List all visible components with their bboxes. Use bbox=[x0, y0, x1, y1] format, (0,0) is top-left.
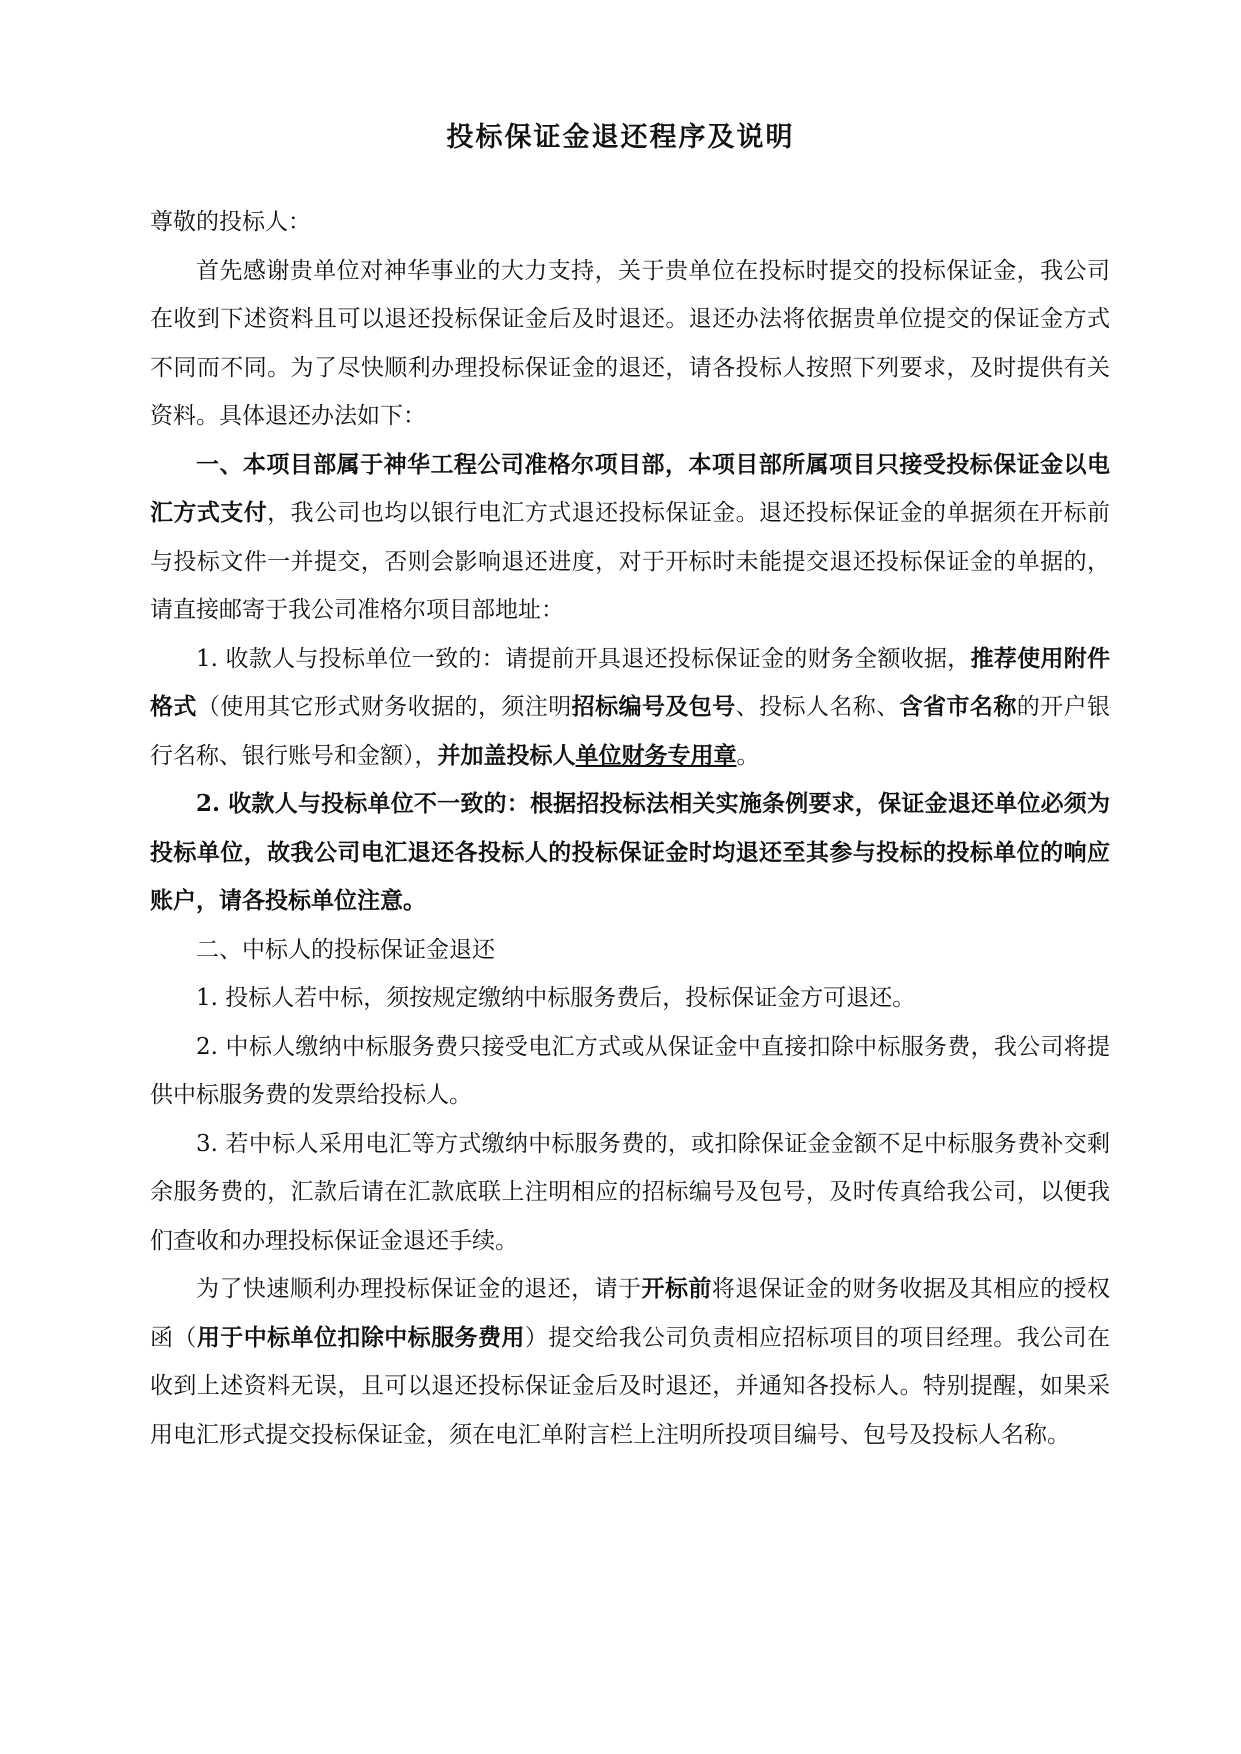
item-1-bold-1: 推荐使用附件格式 bbox=[150, 644, 1110, 720]
item-2-paragraph: 2. 收款人与投标单位不一致的：根据招投标法相关实施条例要求，保证金退还单位必须为投标单位，故我公司电汇退还各投标人的投标保证金时均退还至其参与投标的投标单位的响应账户，请各投标单位注意。 bbox=[150, 790, 1110, 914]
section-1-rest: ，我公司也均以银行电汇方式退还投标保证金。退还投标保证金的单据须在开标前与投标文件一并提交，否则会影响退还进度，对于开标时未能提交退还投标保证金的单据的，请直接邮寄于我公司准格尔项目部地址： bbox=[150, 500, 1111, 623]
section-2-item-2: 2. 中标人缴纳中标服务费只接受电汇方式或从保证金中直接扣除中标服务费，我公司将提供中标服务费的发票给投标人。 bbox=[150, 1033, 1110, 1108]
closing-bold-1: 开标前 bbox=[641, 1275, 712, 1302]
document-title: 投标保证金退还程序及说明 bbox=[446, 122, 795, 153]
item-1-bold-3: 含省市名称 bbox=[899, 693, 1017, 720]
document-body bbox=[150, 198, 1110, 1459]
section-1-paragraph bbox=[150, 441, 1110, 635]
closing-text-3: ）提交给我公司负责相应招标项目的项目经理。我公司在收到上述资料无误，且可以退还投标保证金后及时退还，并通知各投标人。特别提醒，如果采用电汇形式提交投标保证金，须在电汇单附言栏上注明所投项目编号、包号及投标人名称。 bbox=[150, 1324, 1111, 1448]
salutation: 尊敬的投标人： bbox=[150, 209, 311, 235]
section-2-item-1: 1. 投标人若中标，须按规定缴纳中标服务费后，投标保证金方可退还。 bbox=[196, 985, 916, 1011]
section-2-heading: 二、中标人的投标保证金退还 bbox=[196, 936, 495, 963]
item-1-bold-2: 招标编号及包号 bbox=[571, 693, 736, 720]
item-1-text-3: 、投标人名称、 bbox=[735, 694, 900, 720]
item-1-paragraph bbox=[150, 635, 1110, 781]
item-1-text-5: 。 bbox=[736, 742, 760, 769]
item-1-bold-underlined: 单位财务专用章 bbox=[575, 741, 737, 769]
item-1-bold-4: 并加盖投标人 bbox=[437, 741, 576, 769]
item-1-text-2: （使用其它形式财务收据的，须注明 bbox=[196, 694, 572, 720]
section-1-bold-lead: 一、本项目部属于神华工程公司准格尔项目部，本项目部所属项目只接受投标保证金以电汇方式支付 bbox=[150, 450, 1110, 526]
item-1-text-4: 的开户银行名称、银行账号和金额）， bbox=[150, 694, 1111, 769]
item-1-text-1: 1. 收款人与投标单位一致的：请提前开具退还投标保证金的财务全额收据， bbox=[196, 645, 971, 672]
closing-text-2: 将退保证金的财务收据及其相应的授权函（ bbox=[150, 1276, 1111, 1351]
closing-paragraph bbox=[150, 1265, 1110, 1459]
closing-text-1: 为了快速顺利办理投标保证金的退还，请于 bbox=[196, 1276, 642, 1302]
intro-paragraph: 首先感谢贵单位对神华事业的大力支持，关于贵单位在投标时提交的投标保证金，我公司在收到下述资料且可以退还投标保证金后及时退还。退还办法将依据贵单位提交的保证金方式不同而不同。为了尽快顺利办理投标保证金的退还，请各投标人按照下列要求，及时提供有关资料。具体退还办法如下： bbox=[150, 257, 1110, 429]
closing-bold-2: 用于中标单位扣除中标服务费用 bbox=[196, 1323, 525, 1351]
section-2-item-3: 3. 若中标人采用电汇等方式缴纳中标服务费的，或扣除保证金金额不足中标服务费补交剩余服务费的，汇款后请在汇款底联上注明相应的招标编号及包号，及时传真给我公司，以便我们查收和办理投标保证金退还手续。 bbox=[150, 1130, 1110, 1254]
